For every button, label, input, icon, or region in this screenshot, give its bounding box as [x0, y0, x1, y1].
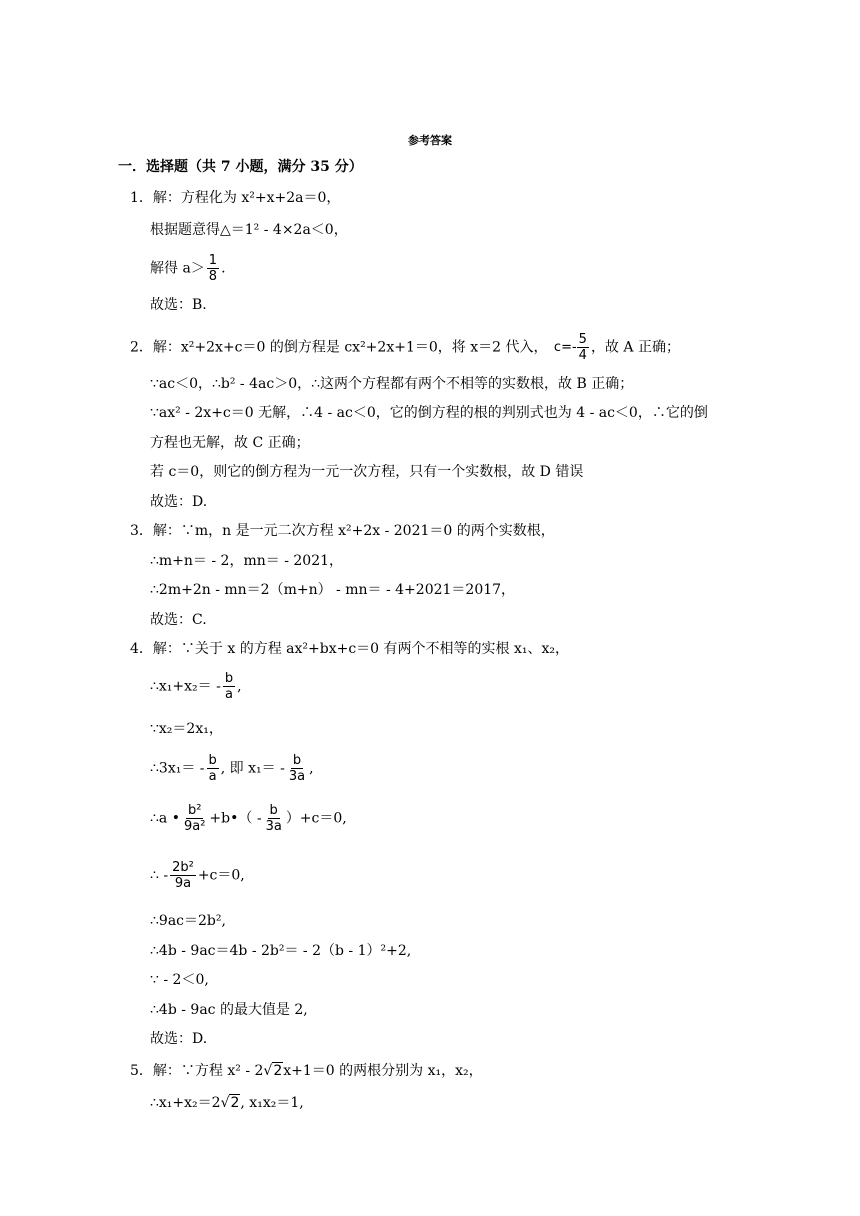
q3-line-1: 3．解：∵m，n 是一元二次方程 x²+2x ‐ 2021＝0 的两个实数根，	[130, 523, 555, 539]
q2-answer: 故选：D.	[150, 494, 208, 510]
page-title: 参考答案	[408, 134, 452, 147]
q4-line-6: ∴ ‐ $\frac{\text{2b²}}{9a}$ +c＝0,	[150, 860, 245, 891]
q3-line-2: ∴m+n＝ ‐ 2，mn＝ ‐ 2021，	[150, 553, 344, 569]
q4-line-5: ∴a • $\frac{\text{b²}}{\text{9a²}}$ +b•（ ‐ $\frac{b}{3a}$ ）+c＝0,	[150, 803, 347, 834]
fraction: $\frac{b}{a}$	[208, 753, 217, 784]
q4-line-3: ∵x₂＝2x₁，	[150, 721, 223, 737]
q4-line-10: ∴4b ‐ 9ac 的最大值是 2,	[150, 1002, 308, 1018]
q1-line-2: 根据题意得△＝1² ‐ 4×2a＜0，	[150, 222, 348, 238]
q4-line-7: ∴9ac＝2b²,	[150, 913, 226, 929]
q2-line-5: 若 c＝0，则它的倒方程为一元一次方程，只有一个实数根，故 D 错误	[150, 464, 584, 480]
q4-line-9: ∵ ‐ 2＜0,	[150, 972, 209, 988]
sqrt-2: √2	[220, 1095, 240, 1111]
q4-line-4: ∴3x₁＝ ‐ $\frac{b}{a}$ , 即 x₁＝ ‐ $\frac{b}{3a}$ ,	[150, 753, 314, 784]
q1-line-1: 1．解：方程化为 x²+x+2a＝0，	[130, 190, 341, 206]
section-heading: 一．选择题（共 7 小题，满分 35 分）	[118, 159, 363, 175]
q1-line-3-text: 解得 a＞	[150, 260, 205, 277]
q1-answer: 故选：B.	[150, 297, 207, 313]
q2-line-2: ∵ac＜0，∴b² ‐ 4ac＞0，∴这两个方程都有两个不相等的实数根，故 B 正确；	[150, 376, 634, 392]
q4-answer: 故选：D.	[150, 1031, 208, 1047]
sqrt-2: √2	[263, 1063, 283, 1079]
fraction: $\frac{b}{3a}$	[288, 753, 306, 784]
q2-line-1: 2．解：x²+2x+c＝0 的倒方程是 cx²+2x+1＝0，将 x＝2 代入， c=- $\frac{5}{4}$ ，故 A 正确；	[130, 332, 680, 363]
fraction: $\frac{\text{2b²}}{9a}$	[172, 860, 194, 891]
q3-line-3: ∴2m+2n ‐ mn＝2（m+n） ‐ mn＝ ‐ 4+2021＝2017，	[150, 582, 516, 598]
q2-line-3: ∵ax² ‐ 2x+c＝0 无解，∴4 ‐ ac＜0，它的倒方程的根的判别式也为 4 ‐ ac＜0，∴它的倒	[150, 405, 708, 421]
q1-line-3: 解得 a＞ $\frac{1}{8}$ .	[150, 253, 226, 284]
q4-line-2: ∴x₁+x₂＝ ‐ $\frac{b}{a}$ ,	[150, 671, 242, 702]
q4-line-1: 4．解：∵关于 x 的方程 ax²+bx+c＝0 有两个不相等的实根 x₁、x₂，	[130, 641, 569, 657]
q5-line-1: 5．解：∵方程 x² ‐ 2√2x+1＝0 的两根分别为 x₁，x₂，	[130, 1063, 483, 1079]
fraction: $\frac{b}{a}$	[224, 671, 234, 702]
fraction: $\frac{b}{3a}$	[265, 803, 282, 834]
q5-line-2: ∴x₁+x₂＝2√2, x₁x₂＝1,	[150, 1095, 304, 1111]
fraction: $\frac{\text{b²}}{\text{9a²}}$	[183, 803, 206, 834]
q2-line-4: 方程也无解，故 C 正确；	[150, 435, 310, 451]
c-value: c=- $\frac{5}{4}$	[553, 332, 587, 363]
q3-answer: 故选：C.	[150, 612, 207, 628]
q4-line-8: ∴4b ‐ 9ac＝4b ‐ 2b²＝ ‐ 2（b ‐ 1）²+2,	[150, 943, 412, 959]
fraction: $\frac{1}{8}$	[208, 253, 218, 284]
